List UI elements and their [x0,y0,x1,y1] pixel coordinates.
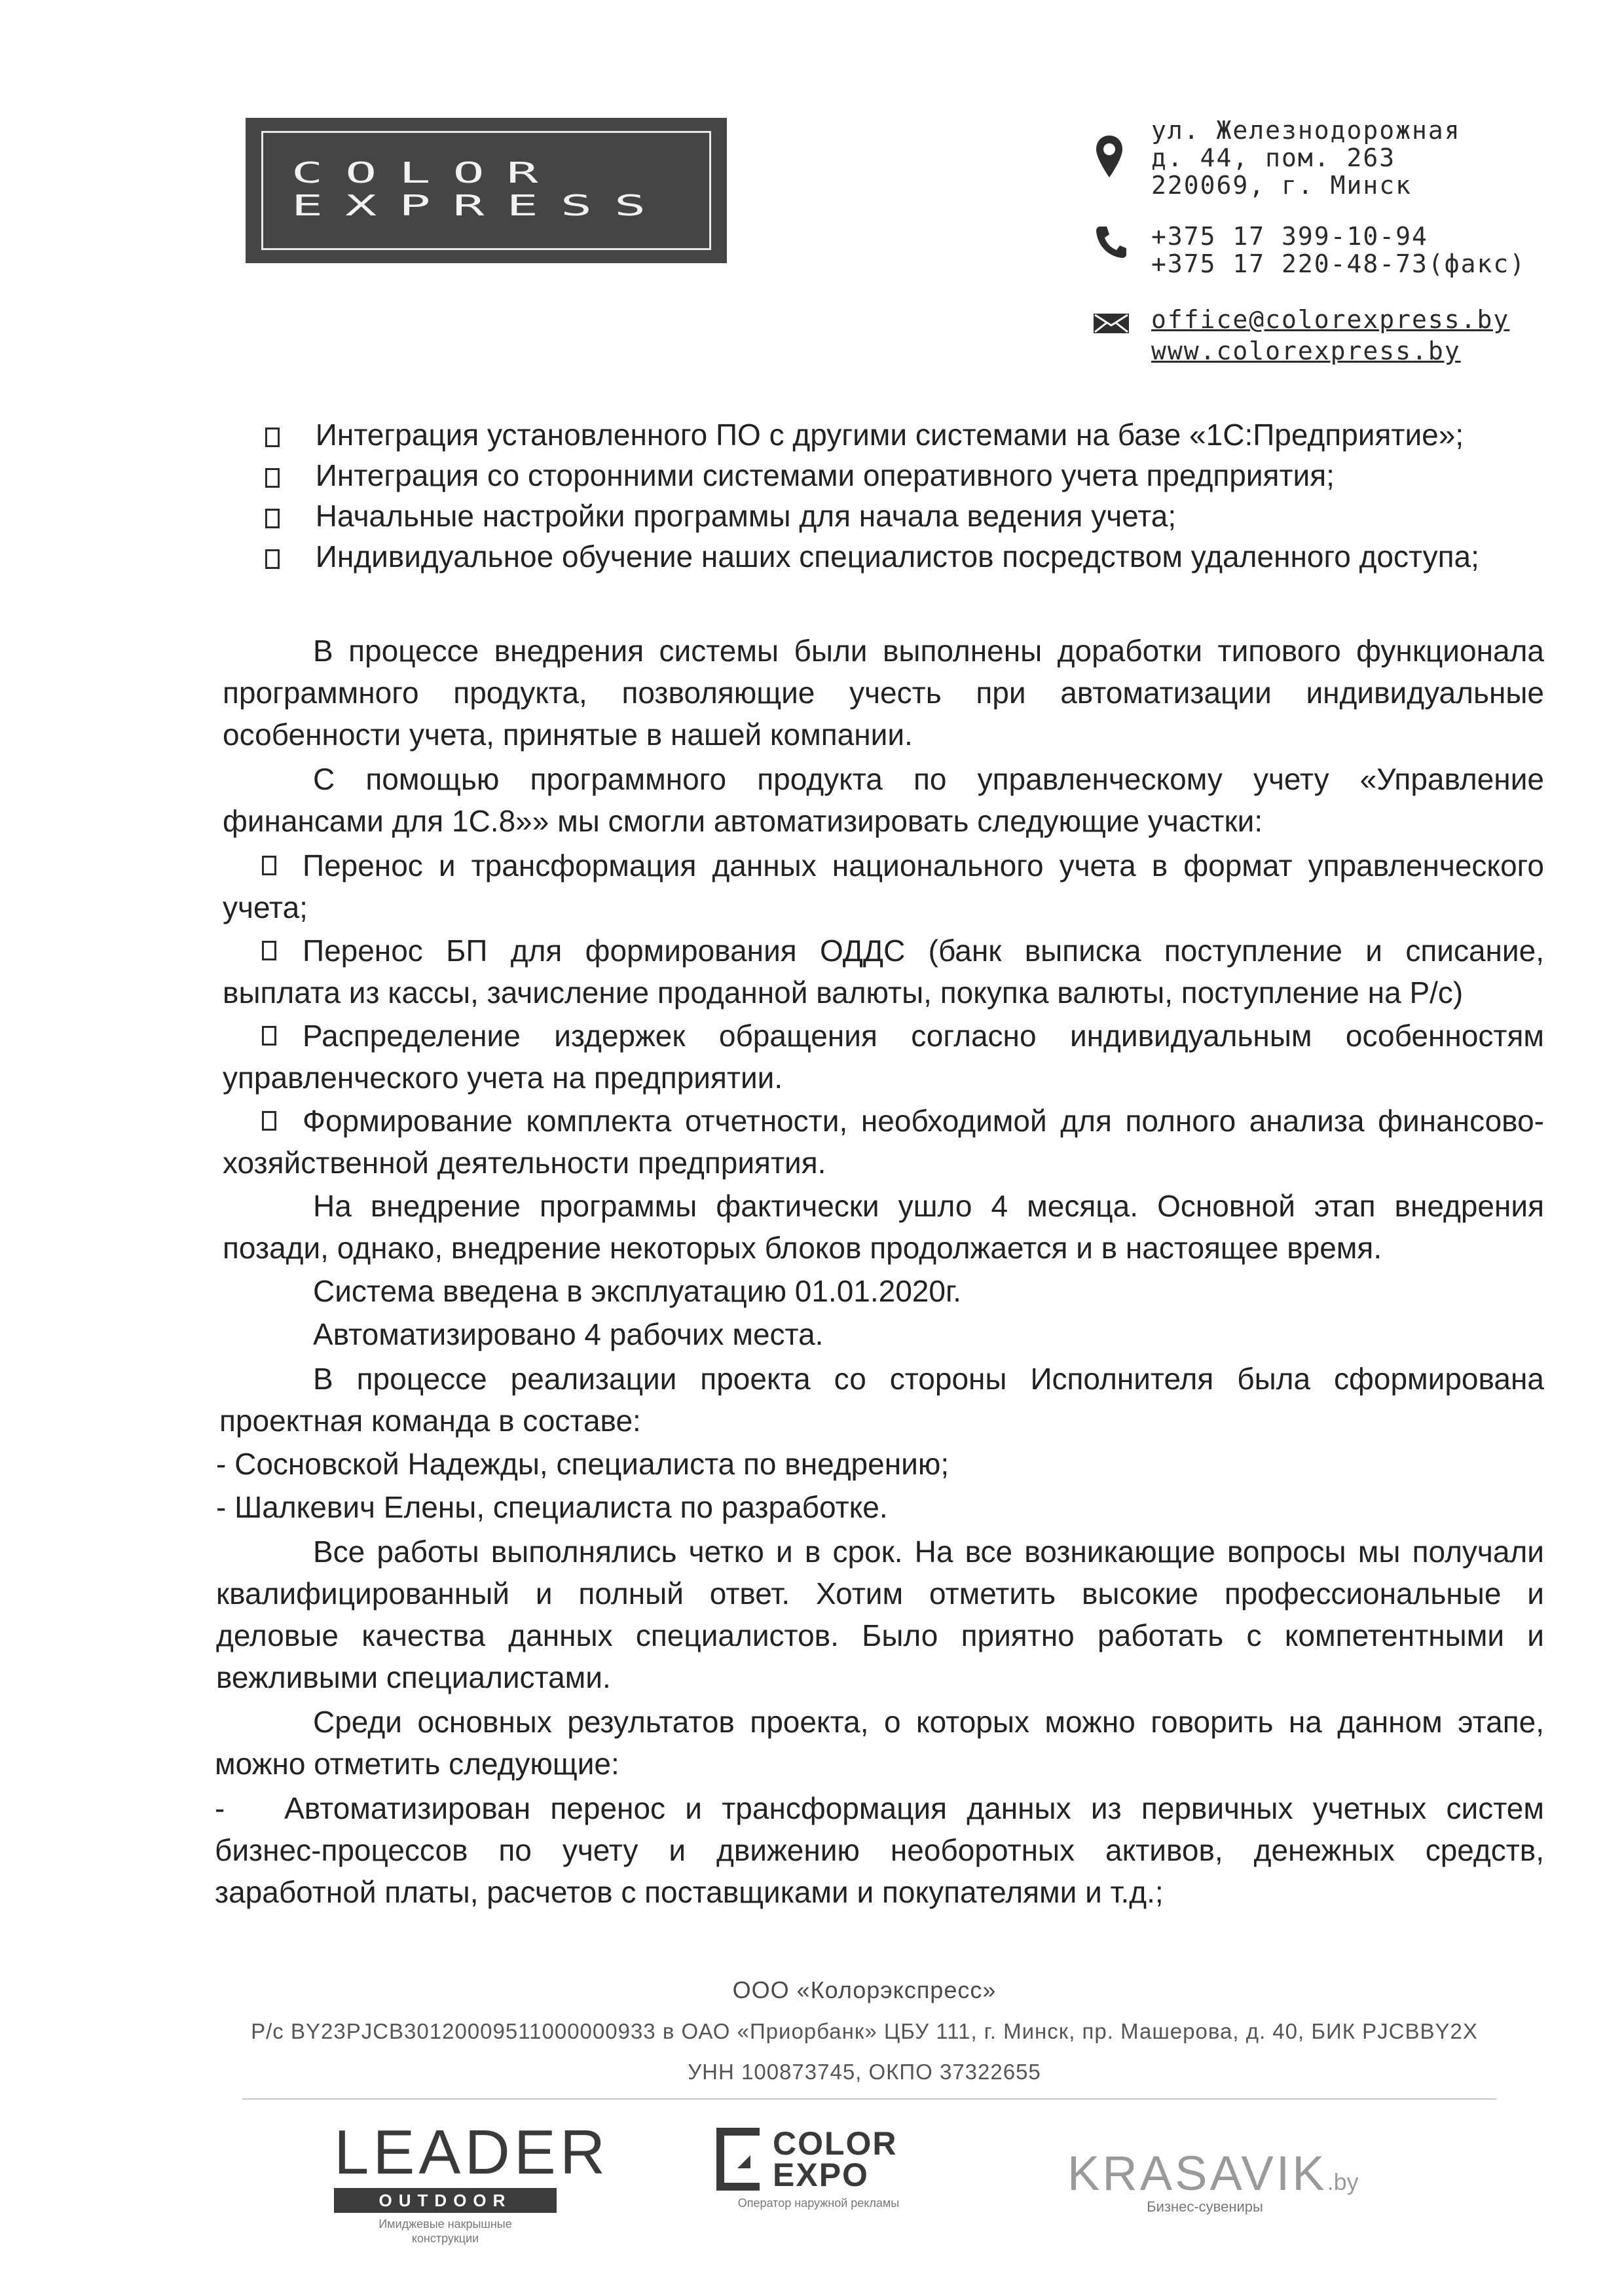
bullet-item [265,536,1479,577]
bullet-text: Индивидуальное обучение наших специалистов посредством удаленного доступа; [315,539,1479,574]
bullet-item [262,930,1544,972]
phone-icon [1095,224,1128,259]
web-block [1151,306,1509,365]
paragraph-line: На внедрение программы фактически ушло 4 месяца. Основной этап внедрения [313,1189,1544,1223]
paragraph-line: Все работы выполнялись четко и в срок. На все возникающие вопросы мы получали [313,1535,1544,1569]
team-member: - Сосновской Надежды, специалиста по внедрению; [216,1447,950,1481]
paragraph-line: заработной платы, расчетов с поставщиками и покупателями и т.д.; [215,1875,1164,1909]
fax-number: +375 17 220-48-73(факс) [1151,249,1526,278]
paragraph-line: финансами для 1С.8»» мы смогли автоматизировать следующие участки: [223,804,1263,838]
paragraph-line: программного продукта, позволяющие учесть при автоматизации индивидуальные [223,676,1544,710]
bullet-item [262,845,1544,886]
paragraph-line: В процессе внедрения системы были выполнены доработки типового функционала [313,634,1544,668]
company-logo [246,118,727,263]
paragraph-line: С помощью программного продукта по управленческому учету «Управление [313,762,1544,796]
expo-tagline: Оператор наружной рекламы [737,2196,900,2210]
bullet-text: Распределение издержек обращения согласно индивидуальным особенностям [303,1019,1544,1053]
bullet-continuation: учета; [223,890,308,924]
outdoor-bar: OUTDOOR [334,2188,557,2213]
bullet-continuation: хозяйственной деятельности предприятия. [223,1146,826,1180]
krasavik-wordmark: KRASAVIK [1067,2146,1327,2200]
leader-tagline: конструкции [411,2232,479,2245]
paragraph-line: В процессе реализации проекта со стороны Исполнителя была сформирована [313,1362,1544,1396]
checkbox-bullet-icon [265,428,280,447]
krasavik-tagline: Бизнес-сувениры [1147,2198,1263,2215]
krasavik-domain: .by [1327,2168,1359,2195]
bullet-text: Перенос и трансформация данных национального учета в формат управленческого [303,848,1544,883]
paragraph-line: Среди основных результатов проекта, о которых можно говорить на данном этапе, [313,1705,1544,1739]
address-line: ул. Железнодорожная [1151,116,1461,145]
leader-tagline: Имиджевые накрышные [378,2217,512,2231]
bullet-text: Интеграция со сторонними системами оперативного учета предприятия; [315,458,1335,492]
footer-company: ООО «Колорэкспресс» [732,1977,997,2003]
checkbox-bullet-icon [265,549,280,569]
color-expo-logo [714,2125,950,2210]
paragraph-line: проектная команда в составе: [219,1404,641,1438]
team-member: - Шалкевич Елены, специалиста по разработке. [216,1490,888,1524]
bullet-text: Интеграция установленного ПО с другими системами на базе «1С:Предприятие»; [315,418,1464,452]
paragraph-line: Система введена в эксплуатацию 01.01.2020г. [313,1274,961,1308]
checkbox-bullet-icon [262,941,276,960]
expo-bracket-icon [714,2128,767,2191]
paragraph-line: бизнес-процессов по учету и движению необоротных активов, денежных средств, [215,1833,1544,1867]
paragraph-line: Автоматизировано 4 рабочих места. [313,1317,824,1351]
checkbox-bullet-icon [262,1026,276,1046]
email-link[interactable]: office@colorexpress.by [1151,305,1510,334]
address-block [1151,117,1461,199]
paragraph-line: можно отметить следующие: [215,1747,619,1781]
paragraph-line: вежливыми специалистами. [216,1660,611,1694]
address-line: д. 44, пом. 263 [1151,143,1396,172]
footer-bank-details: Р/с BY23PJCB30120009511000000933 в ОАО «Приорбанк» ЦБУ 111, г. Минск, пр. Машерова, д. 40, БИК PJCBBY2X [251,2019,1478,2043]
phone-block [1151,223,1526,278]
bullet-text: Начальные настройки программы для начала ведения учета; [315,499,1177,533]
krasavik-logo [1067,2147,1395,2214]
bullet-item [265,414,1464,456]
bullet-item [265,454,1335,496]
map-pin-icon [1095,134,1124,180]
checkbox-bullet-icon [262,856,276,875]
bullet-continuation: управленческого учета на предприятии. [223,1061,783,1095]
bullet-item [262,1100,1544,1142]
checkbox-bullet-icon [265,468,280,488]
website-link[interactable]: www.colorexpress.by [1151,337,1461,365]
bullet-text: Перенос БП для формирования ОДДС (банк выписка поступление и списание, [303,934,1544,968]
checkbox-bullet-icon [262,1111,276,1131]
logo-line-1: COLOR [291,156,561,190]
expo-line-2: EXPO [773,2157,869,2193]
bullet-item [262,1015,1544,1057]
leader-outdoor-logo [334,2117,610,2246]
envelope-icon [1092,311,1130,336]
bullet-item [265,495,1176,537]
paragraph-line: особенности учета, принятые в нашей компании. [223,718,913,752]
footer-divider [242,2098,1496,2100]
paragraph-line: - Автоматизирован перенос и трансформация данных из первичных учетных систем [215,1791,1544,1825]
paragraph-line: квалифицированный и полный ответ. Хотим отметить высокие профессиональные и [216,1576,1544,1611]
footer-ids: УНН 100873745, ОКПО 37322655 [688,2060,1041,2084]
phone-number: +375 17 399-10-94 [1151,222,1428,251]
logo-line-2: EXPRESS [291,189,669,223]
bullet-text: Формирование комплекта отчетности, необходимой для полного анализа финансово- [303,1104,1544,1138]
checkbox-bullet-icon [265,509,280,528]
paragraph-line: деловые качества данных специалистов. Было приятно работать с компетентными и [216,1618,1544,1652]
bullet-continuation: выплата из кассы, зачисление проданной валюты, покупка валюты, поступление на Р/с) [223,975,1464,1010]
address-line: 220069, г. Минск [1151,171,1412,200]
expo-line-1: COLOR [773,2125,898,2162]
paragraph-line: позади, однако, внедрение некоторых блоков продолжается и в настоящее время. [223,1231,1382,1265]
leader-wordmark: LEADER [334,2117,610,2187]
